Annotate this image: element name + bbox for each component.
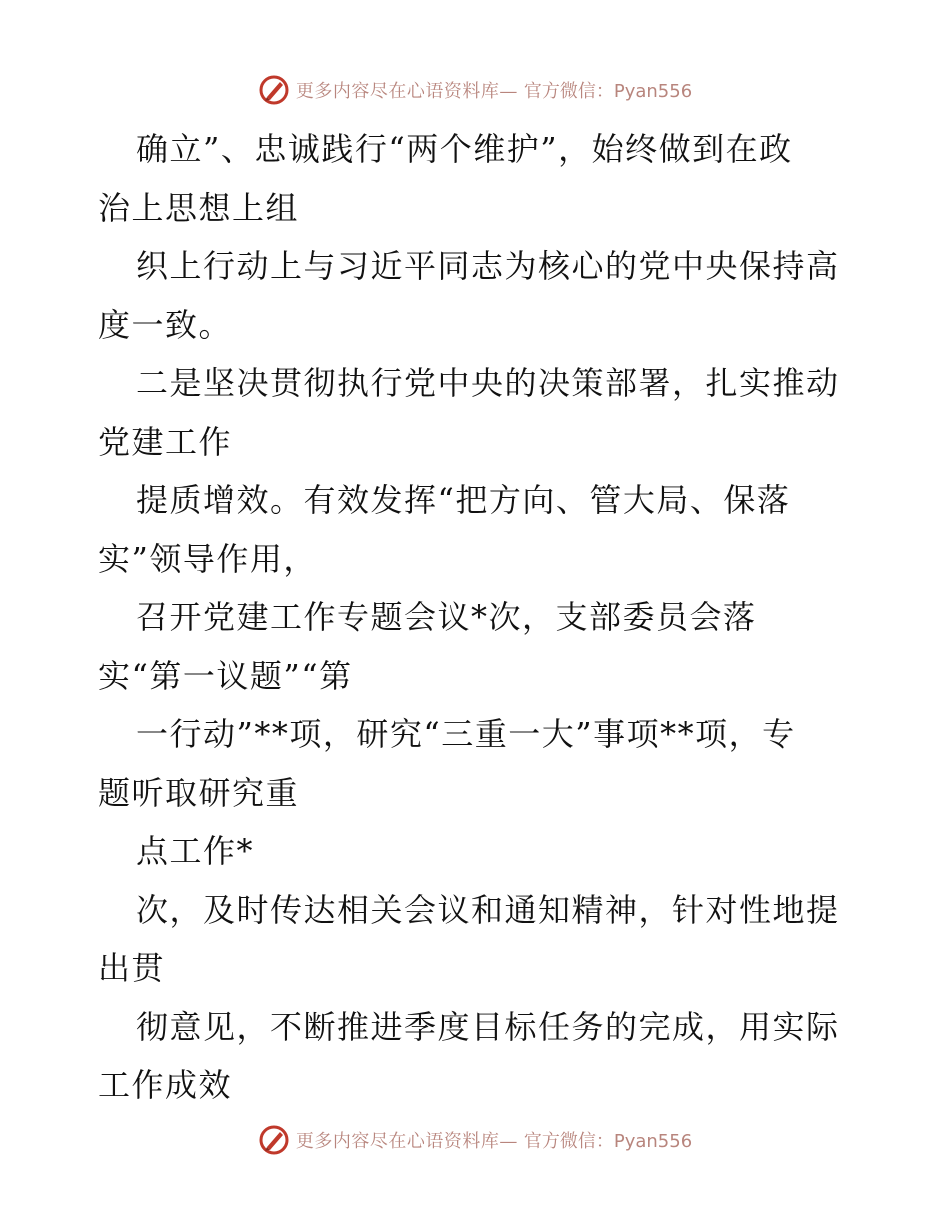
header-watermark-banner <box>0 70 950 110</box>
footer-site-text: 更多内容尽在心语资料库— <box>295 1131 518 1152</box>
text-line: 出贯 <box>98 949 166 987</box>
text-line: 次，及时传达相关会议和通知精神，针对性地提 <box>136 890 840 929</box>
text-line: 党建工作 <box>98 422 233 461</box>
header-wechat-text: 官方微信：Pyan556 <box>523 81 693 102</box>
footer-wechat-text: 官方微信：Pyan556 <box>523 1131 693 1152</box>
pen-logo-icon <box>258 1124 290 1156</box>
text-line: 提质增效。有效发挥“把方向、管大局、保落 <box>136 481 791 519</box>
text-line: 实”领导作用， <box>98 539 317 578</box>
document-body <box>98 120 878 1115</box>
text-line: 二是坚决贯彻执行党中央的决策部署，扎实推动 <box>136 364 840 402</box>
text-line: 彻意见，不断推进季度目标任务的完成，用实际 <box>136 1007 840 1046</box>
text-line: 度一致。 <box>98 305 233 344</box>
text-line: 题听取研究重 <box>98 773 300 812</box>
text-line: 织上行动上与习近平同志为核心的党中央保持高 <box>136 247 840 285</box>
text-line: 工作成效 <box>98 1066 233 1104</box>
pen-logo-icon <box>258 74 290 106</box>
header-site-text: 更多内容尽在心语资料库— <box>295 81 518 102</box>
footer-watermark-banner <box>0 1120 950 1160</box>
text-line: 实“第一议题”“第 <box>98 656 353 695</box>
text-line: 召开党建工作专题会议*次，支部委员会落 <box>136 598 757 636</box>
text-line: 一行动”**项，研究“三重一大”事项**项，专 <box>136 715 796 753</box>
text-line: 点工作* <box>136 832 255 870</box>
text-line: 确立”、忠诚践行“两个维护”，始终做到在政 <box>136 130 793 168</box>
text-line: 治上思想上组 <box>98 188 300 227</box>
